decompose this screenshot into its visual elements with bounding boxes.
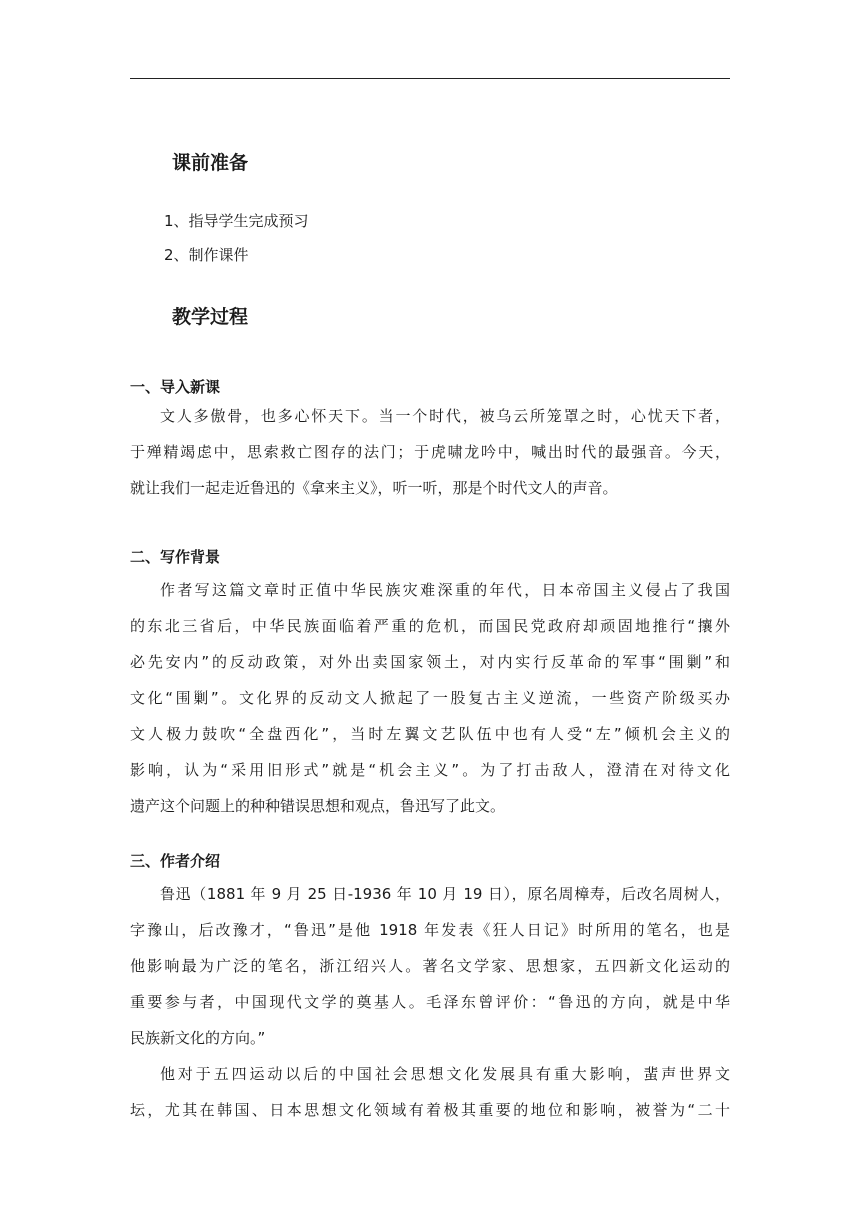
section-heading-process: 教学过程 (172, 306, 249, 328)
section-heading-prep: 课前准备 (172, 152, 249, 174)
prep-item-2: 2、制作课件 (164, 246, 249, 264)
author-paragraph-1 (130, 876, 730, 1056)
paragraph-line: 就让我们一起走近鲁迅的《拿来主义》，听一听，那是个时代文人的声音。 (130, 479, 618, 497)
paragraph-line: 他对于五四运动以后的中国社会思想文化发展具有重大影响，蜚声世界文 (160, 1065, 730, 1083)
paragraph-line: 影响，认为“采用旧形式”就是“机会主义”。为了打击敌人，澄清在对待文化 (130, 761, 730, 779)
paragraph-line: 文人多傲骨，也多心怀天下。当一个时代，被乌云所笼罩之时，心忧天下者， (160, 407, 730, 425)
subsection-title-author: 三、作者介绍 (130, 852, 221, 870)
author-paragraph-2 (130, 1056, 730, 1128)
paragraph-line: 文人极力鼓吹“全盘西化”，当时左翼文艺队伍中也有人受“左”倾机会主义的 (130, 725, 730, 743)
background-paragraph (130, 572, 730, 824)
header-rule (130, 78, 730, 79)
paragraph-line: 作者写这篇文章时正值中华民族灾难深重的年代，日本帝国主义侵占了我国 (160, 581, 730, 599)
intro-paragraph (130, 398, 730, 506)
paragraph-line: 遗产这个问题上的种种错误思想和观点，鲁迅写了此文。 (130, 797, 506, 815)
prep-item-1: 1、指导学生完成预习 (164, 212, 309, 230)
paragraph-line: 于殚精竭虑中，思索救亡图存的法门；于虎啸龙吟中，喊出时代的最强音。今天， (130, 443, 730, 461)
paragraph-line: 的东北三省后，中华民族面临着严重的危机，而国民党政府却顽固地推行“攘外 (130, 617, 730, 635)
paragraph-line: 他影响最为广泛的笔名，浙江绍兴人。著名文学家、思想家，五四新文化运动的 (130, 957, 730, 975)
paragraph-line: 必先安内”的反动政策，对外出卖国家领土，对内实行反革命的军事“围剿”和 (130, 653, 730, 671)
subsection-title-background: 二、写作背景 (130, 548, 221, 566)
paragraph-line: 重要参与者，中国现代文学的奠基人。毛泽东曾评价：“鲁迅的方向，就是中华 (130, 993, 730, 1011)
paragraph-line: 字豫山，后改豫才，“鲁迅”是他 1918 年发表《狂人日记》时所用的笔名，也是 (130, 921, 730, 939)
paragraph-line: 民族新文化的方向。” (130, 1029, 266, 1047)
paragraph-line: 坛，尤其在韩国、日本思想文化领域有着极其重要的地位和影响，被誉为“二十 (130, 1101, 730, 1119)
subsection-title-intro: 一、导入新课 (130, 378, 221, 396)
paragraph-line: 文化“围剿”。文化界的反动文人掀起了一股复古主义逆流，一些资产阶级买办 (130, 689, 730, 707)
paragraph-line: 鲁迅（1881 年 9 月 25 日-1936 年 10 月 19 日），原名周樟寿，后改名周树人， (160, 885, 730, 903)
